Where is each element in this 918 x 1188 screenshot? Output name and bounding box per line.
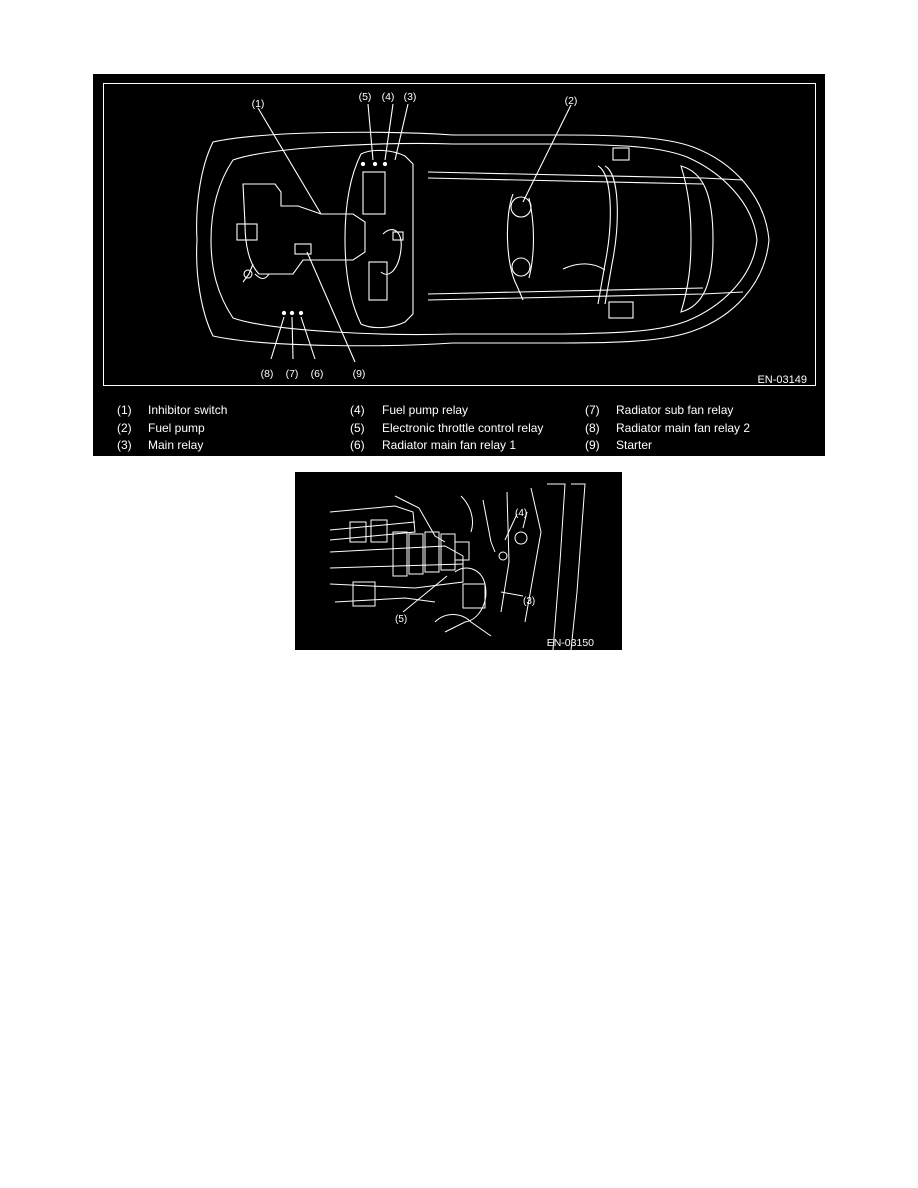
legend-num-2: (2)	[117, 420, 132, 435]
legend-num-9: (9)	[585, 438, 600, 452]
vehicle-layout-figure	[93, 74, 825, 456]
callout-4: (4)	[381, 91, 395, 103]
callout-5: (5)	[358, 91, 372, 103]
legend-label-6: Radiator main fan relay 1	[382, 438, 517, 452]
legend-label-8: Radiator main fan relay 2	[616, 420, 751, 435]
legend-num-3: (3)	[117, 438, 132, 452]
legend-num-8: (8)	[585, 420, 600, 435]
callout-3: (3)	[523, 596, 536, 607]
legend-label-7: Radiator sub fan relay	[616, 403, 734, 417]
callout-6: (6)	[310, 368, 324, 380]
figure-id: EN-03149	[757, 374, 807, 386]
callout-7: (7)	[285, 368, 299, 380]
relay-detail-figure	[295, 472, 622, 650]
legend-label-4: Fuel pump relay	[382, 403, 469, 417]
callout-4: (4)	[515, 508, 528, 519]
callout-5: (5)	[395, 614, 408, 625]
legend-label-9: Starter	[616, 438, 653, 452]
callout-3: (3)	[403, 91, 417, 103]
legend-label-2: Fuel pump	[148, 420, 205, 435]
legend-label-5: Electronic throttle control relay	[382, 420, 544, 435]
callout-9: (9)	[352, 368, 366, 380]
figure-id: EN-03150	[546, 637, 594, 649]
legend-num-1: (1)	[117, 403, 132, 417]
callout-2: (2)	[564, 95, 578, 107]
callout-1: (1)	[251, 98, 265, 110]
legend-num-5: (5)	[350, 420, 365, 435]
legend-num-6: (6)	[350, 438, 365, 452]
legend-num-4: (4)	[350, 403, 365, 417]
legend-label-1: Inhibitor switch	[148, 403, 228, 417]
callout-8: (8)	[260, 368, 274, 380]
legend	[93, 402, 825, 456]
relay-detail-drawing	[295, 472, 622, 650]
legend-num-7: (7)	[585, 403, 600, 417]
vehicle-top-view-drawing	[93, 74, 825, 456]
legend-label-3: Main relay	[148, 438, 204, 452]
